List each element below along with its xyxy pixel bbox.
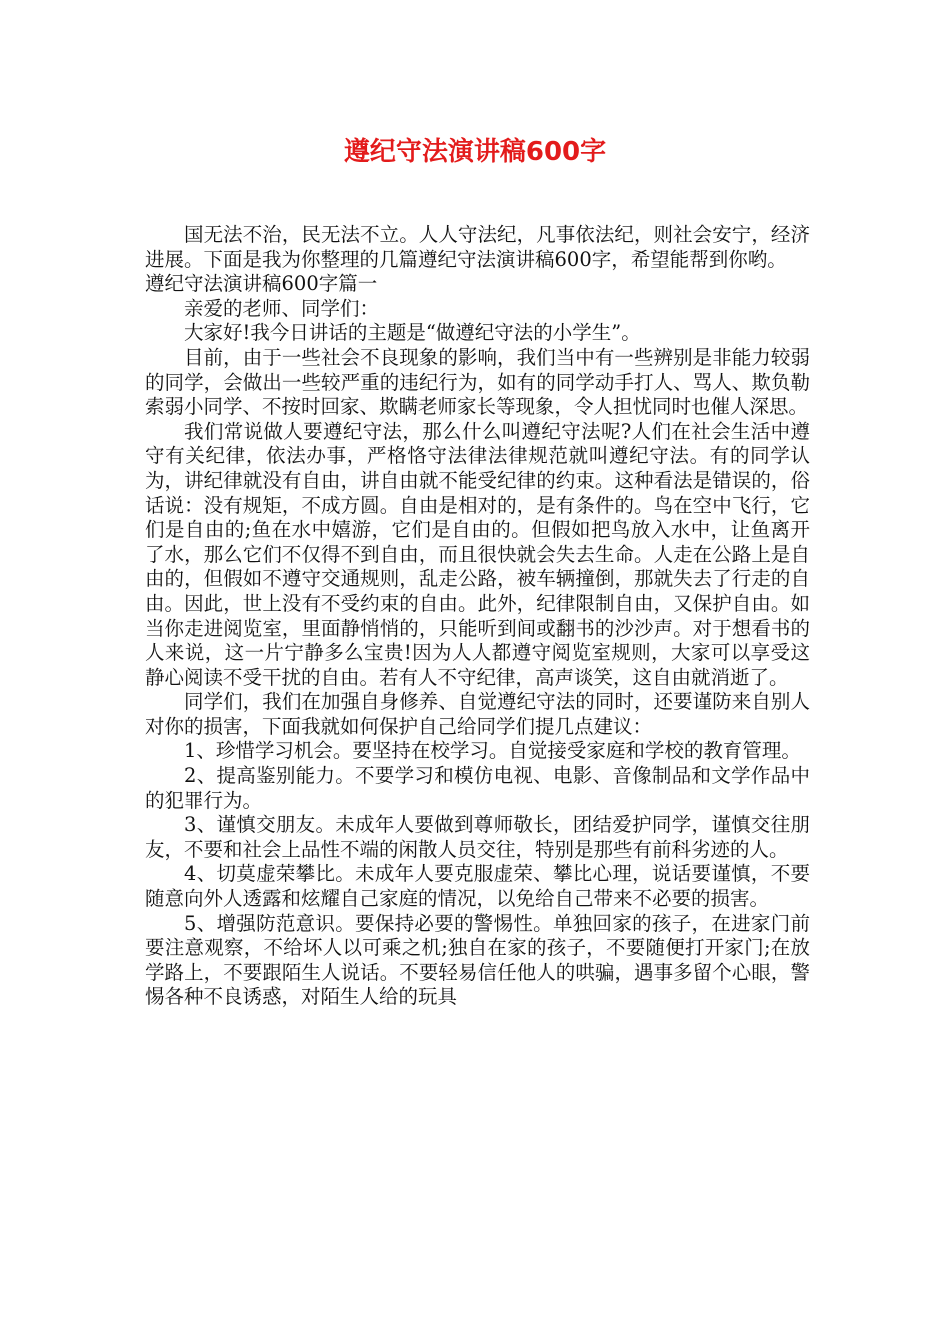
opening-line: 大家好!我今日讲话的主题是“做遵纪守法的小学生”。 xyxy=(184,321,641,345)
document-body xyxy=(145,223,810,1010)
list-item: 3、谨慎交朋友。未成年人要做到尊师敬长，团结爱护同学，谨慎交往朋友，不要和社会上品性不端的闲散人员交往，特别是那些有前科劣迹的人。 xyxy=(145,813,810,861)
body-paragraph: 目前，由于一些社会不良现象的影响，我们当中有一些辨别是非能力较弱的同学，会做出一些较严重的违纪行为，如有的同学动手打人、骂人、欺负勒索弱小同学、不按时回家、欺瞒老师家长等现象，令人担忧同时也催人深思。 xyxy=(145,345,810,419)
page-title: 遵纪守法演讲稿600字 xyxy=(343,137,607,167)
list-item: 1、珍惜学习机会。要坚持在校学习。自觉接受家庭和学校的教育管理。 xyxy=(184,739,801,763)
body-paragraph: 我们常说做人要遵纪守法，那么什么叫遵纪守法呢?人们在社会生活中遵守有关纪律，依法办事，严格恪守法律法律规范就叫遵纪守法。有的同学认为，讲纪律就没有自由，讲自由就不能受纪律的约束。这种看法是错误的，俗话说：没有规矩，不成方圆。自由是相对的，是有条件的。鸟在空中飞行，它们是自由的;鱼在水中嬉游，它们是自由的。但假如把鸟放入水中，让鱼离开了水，那么它们不仅得不到自由，而且很快就会失去生命。人走在公路上是自由的，但假如不遵守交通规则，乱走公路，被车辆撞倒，那就失去了行走的自由。因此，世上没有不受约束的自由。此外，纪律限制自由，又保护自由。如当你走进阅览室，里面静悄悄的，只能听到间或翻书的沙沙声。对于想看书的人来说，这一片宁静多么宝贵!因为人人都遵守阅览室规则，大家可以享受这静心阅读不受干扰的自由。若有人不守纪律，高声谈笑，这自由就消逝了。 xyxy=(145,419,810,689)
intro-paragraph: 国无法不治，民无法不立。人人守法纪，凡事依法纪，则社会安宁，经济进展。下面是我为你整理的几篇遵纪守法演讲稿600字，希望能帮到你哟。 xyxy=(145,223,810,271)
list-item: 5、增强防范意识。要保持必要的警惕性。单独回家的孩子，在进家门前要注意观察，不给坏人以可乘之机;独自在家的孩子，不要随便打开家门;在放学路上，不要跟陌生人说话。不要轻易信任他人的哄骗，遇事多留个心眼，警惕各种不良诱惑，对陌生人给的玩具 xyxy=(145,911,810,1009)
list-item: 2、提高鉴别能力。不要学习和模仿电视、电影、音像制品和文学作品中的犯罪行为。 xyxy=(145,764,810,812)
list-item: 4、切莫虚荣攀比。未成年人要克服虚荣、攀比心理，说话要谨慎，不要随意向外人透露和炫耀自己家庭的情况，以免给自己带来不必要的损害。 xyxy=(145,862,810,911)
section-heading: 遵纪守法演讲稿600字篇一 xyxy=(145,272,378,296)
body-paragraph: 同学们，我们在加强自身修养、自觉遵纪守法的同时，还要谨防来自别人对你的损害，下面我就如何保护自己给同学们提几点建议： xyxy=(145,690,810,738)
greeting-line: 亲爱的老师、同学们： xyxy=(184,296,380,320)
